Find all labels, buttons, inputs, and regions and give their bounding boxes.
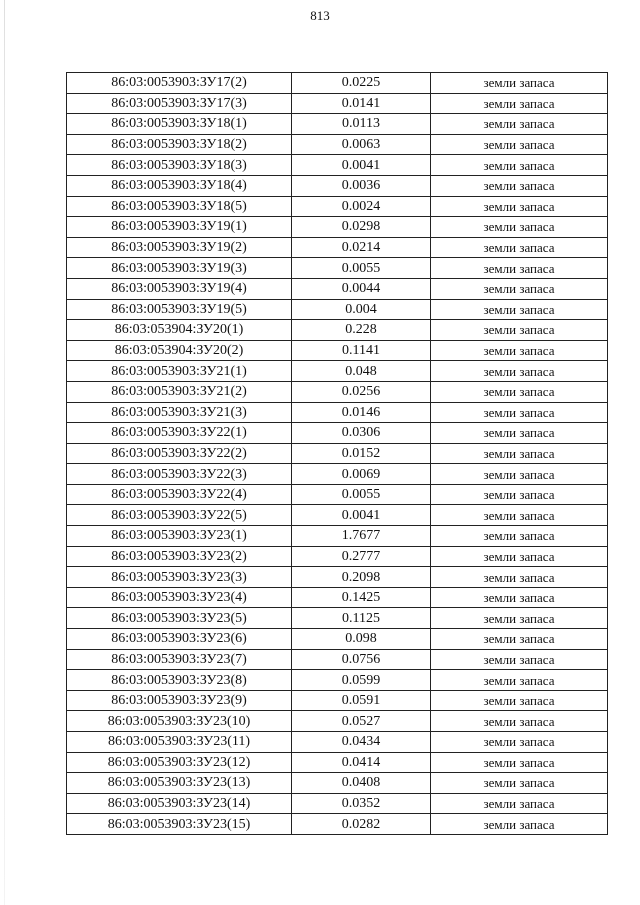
table-row [67,526,608,547]
area-cell: 0.2098 [292,567,431,588]
land-category-cell: земли запаса [431,649,608,670]
cadastral-number-cell: 86:03:0053903:ЗУ23(9) [67,690,292,711]
area-cell: 0.1125 [292,608,431,629]
table-row [67,793,608,814]
table-row [67,278,608,299]
table-row [67,773,608,794]
cadastral-number-cell: 86:03:0053903:ЗУ19(2) [67,237,292,258]
page-number: 813 [310,8,330,23]
cadastral-number-cell: 86:03:0053903:ЗУ21(2) [67,381,292,402]
area-cell: 0.0055 [292,484,431,505]
cadastral-number-cell: 86:03:0053903:ЗУ18(5) [67,196,292,217]
land-category-cell: земли запаса [431,814,608,835]
land-category-cell: земли запаса [431,402,608,423]
cadastral-number-cell: 86:03:0053903:ЗУ22(4) [67,484,292,505]
land-category-cell: земли запаса [431,237,608,258]
cadastral-number-cell: 86:03:0053903:ЗУ22(5) [67,505,292,526]
area-cell: 0.098 [292,629,431,650]
cadastral-number-cell: 86:03:0053903:ЗУ23(13) [67,773,292,794]
land-category-cell: земли запаса [431,155,608,176]
area-cell: 0.0146 [292,402,431,423]
table-row [67,546,608,567]
table-row [67,381,608,402]
table-row [67,587,608,608]
land-category-cell: земли запаса [431,320,608,341]
cadastral-number-cell: 86:03:0053903:ЗУ23(11) [67,732,292,753]
land-plot-table [66,72,608,835]
land-category-cell: земли запаса [431,752,608,773]
area-cell: 0.0298 [292,217,431,238]
area-cell: 0.0591 [292,690,431,711]
land-category-cell: земли запаса [431,608,608,629]
land-category-cell: земли запаса [431,114,608,135]
table-row [67,443,608,464]
area-cell: 0.0069 [292,464,431,485]
cadastral-number-cell: 86:03:0053903:ЗУ21(1) [67,361,292,382]
area-cell: 0.0214 [292,237,431,258]
table-row [67,629,608,650]
land-category-cell: земли запаса [431,93,608,114]
cadastral-number-cell: 86:03:0053903:ЗУ23(8) [67,670,292,691]
area-cell: 0.0352 [292,793,431,814]
table-row [67,484,608,505]
cadastral-number-cell: 86:03:0053903:ЗУ22(3) [67,464,292,485]
land-category-cell: земли запаса [431,567,608,588]
land-category-cell: земли запаса [431,773,608,794]
table-row [67,93,608,114]
cadastral-number-cell: 86:03:0053903:ЗУ23(12) [67,752,292,773]
area-cell: 1.7677 [292,526,431,547]
cadastral-number-cell: 86:03:0053903:ЗУ23(14) [67,793,292,814]
table-row [67,732,608,753]
table-row [67,814,608,835]
cadastral-number-cell: 86:03:0053903:ЗУ18(3) [67,155,292,176]
area-cell: 0.0113 [292,114,431,135]
area-cell: 0.048 [292,361,431,382]
land-category-cell: земли запаса [431,587,608,608]
cadastral-number-cell: 86:03:0053903:ЗУ23(4) [67,587,292,608]
land-category-cell: земли запаса [431,175,608,196]
table-row [67,217,608,238]
cadastral-number-cell: 86:03:0053903:ЗУ23(7) [67,649,292,670]
land-category-cell: земли запаса [431,732,608,753]
cadastral-number-cell: 86:03:0053903:ЗУ19(3) [67,258,292,279]
table-row [67,175,608,196]
land-category-cell: земли запаса [431,258,608,279]
land-category-cell: земли запаса [431,217,608,238]
table-row [67,402,608,423]
area-cell: 0.0527 [292,711,431,732]
cadastral-number-cell: 86:03:0053903:ЗУ23(2) [67,546,292,567]
land-category-cell: земли запаса [431,361,608,382]
table-row [67,73,608,94]
cadastral-number-cell: 86:03:0053903:ЗУ17(3) [67,93,292,114]
land-category-cell: земли запаса [431,278,608,299]
table-row [67,464,608,485]
table-row [67,423,608,444]
cadastral-number-cell: 86:03:0053903:ЗУ23(15) [67,814,292,835]
table-row [67,258,608,279]
area-cell: 0.0756 [292,649,431,670]
table-row [67,711,608,732]
table-row [67,505,608,526]
land-plot-table-body [67,73,608,835]
area-cell: 0.0152 [292,443,431,464]
cadastral-number-cell: 86:03:0053903:ЗУ18(1) [67,114,292,135]
cadastral-number-cell: 86:03:053904:ЗУ20(2) [67,340,292,361]
area-cell: 0.228 [292,320,431,341]
area-cell: 0.1425 [292,587,431,608]
table-row [67,752,608,773]
area-cell: 0.0044 [292,278,431,299]
area-cell: 0.2777 [292,546,431,567]
table-row [67,155,608,176]
cadastral-number-cell: 86:03:0053903:ЗУ23(5) [67,608,292,629]
area-cell: 0.0036 [292,175,431,196]
area-cell: 0.0041 [292,155,431,176]
cadastral-number-cell: 86:03:0053903:ЗУ23(3) [67,567,292,588]
cadastral-number-cell: 86:03:0053903:ЗУ19(5) [67,299,292,320]
cadastral-number-cell: 86:03:053904:ЗУ20(1) [67,320,292,341]
area-cell: 0.0256 [292,381,431,402]
land-category-cell: земли запаса [431,526,608,547]
area-cell: 0.0024 [292,196,431,217]
area-cell: 0.0063 [292,134,431,155]
table-row [67,649,608,670]
area-cell: 0.0306 [292,423,431,444]
cadastral-number-cell: 86:03:0053903:ЗУ22(2) [67,443,292,464]
area-cell: 0.0414 [292,752,431,773]
land-category-cell: земли запаса [431,299,608,320]
land-category-cell: земли запаса [431,73,608,94]
area-cell: 0.0055 [292,258,431,279]
area-cell: 0.0041 [292,505,431,526]
scan-edge-shadow [4,0,5,905]
table-row [67,670,608,691]
area-cell: 0.0599 [292,670,431,691]
cadastral-number-cell: 86:03:0053903:ЗУ23(10) [67,711,292,732]
area-cell: 0.1141 [292,340,431,361]
cadastral-number-cell: 86:03:0053903:ЗУ23(1) [67,526,292,547]
table-row [67,237,608,258]
area-cell: 0.004 [292,299,431,320]
table-row [67,340,608,361]
land-category-cell: земли запаса [431,443,608,464]
cadastral-number-cell: 86:03:0053903:ЗУ19(1) [67,217,292,238]
land-category-cell: земли запаса [431,505,608,526]
table-row [67,567,608,588]
land-category-cell: земли запаса [431,629,608,650]
table-row [67,361,608,382]
land-category-cell: земли запаса [431,134,608,155]
area-cell: 0.0225 [292,73,431,94]
table-row [67,134,608,155]
table-row [67,196,608,217]
land-category-cell: земли запаса [431,464,608,485]
cadastral-number-cell: 86:03:0053903:ЗУ18(2) [67,134,292,155]
cadastral-number-cell: 86:03:0053903:ЗУ19(4) [67,278,292,299]
area-cell: 0.0408 [292,773,431,794]
cadastral-number-cell: 86:03:0053903:ЗУ23(6) [67,629,292,650]
land-category-cell: земли запаса [431,546,608,567]
table-row [67,320,608,341]
area-cell: 0.0141 [292,93,431,114]
cadastral-number-cell: 86:03:0053903:ЗУ22(1) [67,423,292,444]
cadastral-number-cell: 86:03:0053903:ЗУ21(3) [67,402,292,423]
land-category-cell: земли запаса [431,793,608,814]
land-category-cell: земли запаса [431,381,608,402]
table-row [67,114,608,135]
table-row [67,299,608,320]
land-category-cell: земли запаса [431,340,608,361]
land-category-cell: земли запаса [431,690,608,711]
area-cell: 0.0434 [292,732,431,753]
cadastral-number-cell: 86:03:0053903:ЗУ17(2) [67,73,292,94]
land-category-cell: земли запаса [431,196,608,217]
land-category-cell: земли запаса [431,423,608,444]
area-cell: 0.0282 [292,814,431,835]
cadastral-number-cell: 86:03:0053903:ЗУ18(4) [67,175,292,196]
land-category-cell: земли запаса [431,670,608,691]
table-row [67,608,608,629]
table-row [67,690,608,711]
land-category-cell: земли запаса [431,711,608,732]
land-category-cell: земли запаса [431,484,608,505]
